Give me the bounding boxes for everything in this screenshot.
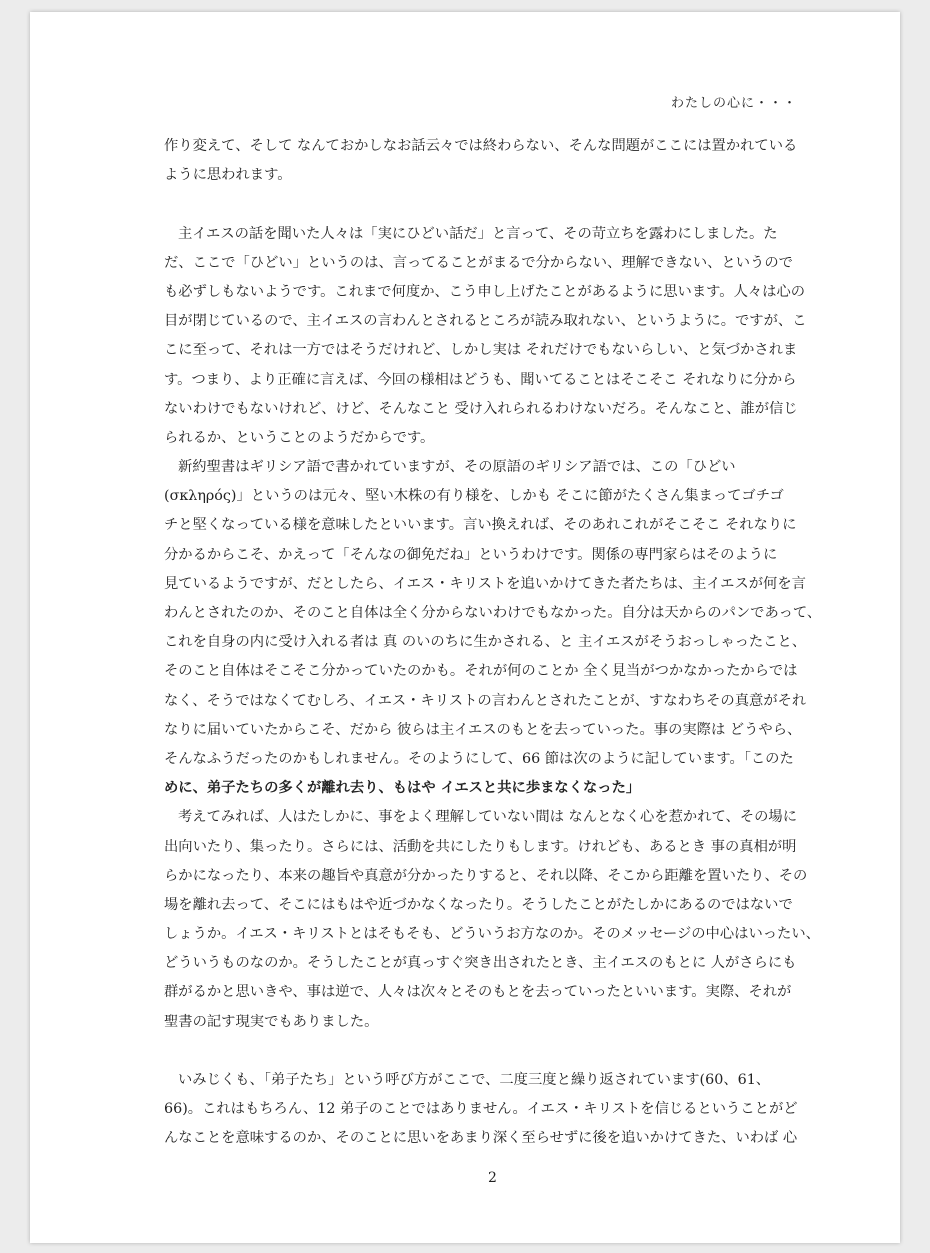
text-line: なく、そうではなくてむしろ、イエス・キリストの言わんとされたことが、すなわちその真意がそれ [164, 692, 807, 709]
running-header: わたしの心に・・・ [671, 96, 798, 111]
text-line: (σκληρός)」というのは元々、堅い木株の有り様を、しかも そこに節がたくさん集まってゴチゴ [164, 488, 784, 505]
text-line: 考えてみれば、人はたしかに、事をよく理解していない間は なんとなく心を惹かれて、その場に [178, 809, 798, 826]
text-line: 新約聖書はギリシア語で書かれていますが、その原語のギリシア語では、この「ひどい [178, 459, 736, 476]
text-line: 分かるからこそ、かえって「そんなの御免だね」というわけです。関係の専門家らはそのように [164, 546, 778, 563]
text-line: 出向いたり、集ったり。さらには、活動を共にしたりもします。けれども、あるとき 事の真相が明 [164, 838, 797, 855]
text-line: だ、ここで「ひどい」というのは、言ってることがまるで分からない、理解できない、というので [164, 254, 793, 271]
text-line: そのこと自体はそこそこ分かっていたのかも。それが何のことか 全く見当がつかなかったからでは [164, 663, 798, 680]
text-line: しょうか。イエス・キリストとはそもそも、どういうお方なのか。そのメッセージの中心はいったい、 [164, 926, 820, 943]
document-page [30, 12, 900, 1243]
text-line: 聖書の記す現実でもありました。 [164, 1013, 379, 1030]
paragraph-gap [164, 190, 836, 219]
text-line: 場を離れ去って、そこにはもはや近づかなくなったり。そうしたことがたしかにあるのではないで [164, 896, 793, 913]
text-line: チと堅くなっている様を意味したといいます。言い換えれば、そのあれこれがそこそこ それなりに [164, 517, 797, 534]
text-line: 主イエスの話を聞いた人々は「実にひどい話だ」と言って、その苛立ちを露わにしました。た [178, 225, 778, 242]
text-line: 目が閉じているので、主イエスの言わんとされるところが読み取れない、というように。ですが、こ [164, 313, 807, 330]
text-line: らかになったり、本来の趣旨や真意が分かったりすると、それ以降、そこから距離を置いたり、その [164, 867, 808, 884]
text-line: んなことを意味するのか、そのことに思いをあまり深く至らせずに後を追いかけてきた、いわば 心 [164, 1130, 798, 1147]
text-line: わんとされたのか、そのこと自体は全く分からないわけでもなかった。自分は天からのパンであって、 [164, 605, 822, 621]
text-line: どういうものなのか。そうしたことが真っすぐ突き出されたとき、主イエスのもとに 人がさらにも [164, 955, 797, 972]
text-line: 群がるかと思いきや、事は逆で、人々は次々とそのもとを去っていったといいます。実際、それが [164, 984, 792, 1001]
text-line: 66)。これはもちろん、12 弟子のことではありません。イエス・キリストを信じるということがど [164, 1101, 798, 1118]
text-line: も必ずしもないようです。これまで何度か、こう申し上げたことがあるように思います。人々は心の [164, 283, 806, 300]
text-line: こに至って、それは一方ではそうだけれど、しかし実は それだけでもないらしい、と気づかされま [164, 342, 798, 359]
text-line: これを自身の内に受け入れる者は 真 のいのちに生かされる、と 主イエスがそうおっしゃったこと、 [164, 634, 807, 651]
page-number: 2 [488, 1170, 497, 1186]
text-line: ないわけでもないけれど、けど、そんなこと 受け入れられるわけないだろ。そんなこと、誰が信じ [164, 400, 798, 417]
text-line: そんなふうだったのかもしれません。そのようにして、66 節は次のように記しています。「このた [164, 750, 794, 767]
text-line: す。つまり、より正確に言えば、今回の様相はどうも、聞いてることはそこそこ それなりに分から [164, 371, 797, 388]
text-line: 作り変えて、そして なんておかしなお話云々では終わらない、そんな問題がここには置かれている [164, 138, 798, 154]
text-line: ように思われます。 [164, 167, 292, 184]
quoted-verse-line: めに、弟子たちの多くが離れ去り、もはや イエスと共に歩まなくなった」 [164, 780, 641, 797]
text-line: いみじくも、「弟子たち」という呼び方がここで、二度三度と繰り返されています(60、61、 [178, 1072, 771, 1088]
body-text [164, 132, 836, 1154]
text-line: られるか、ということのようだからです。 [164, 429, 435, 446]
text-line: 見ているようですが、だとしたら、イエス・キリストを追いかけてきた者たちは、主イエスが何を言 [164, 575, 806, 592]
paragraph-gap [164, 1037, 836, 1066]
text-line: なりに届いていたからこそ、だから 彼らは主イエスのもとを去っていった。事の実際は どうやら、 [164, 721, 802, 738]
